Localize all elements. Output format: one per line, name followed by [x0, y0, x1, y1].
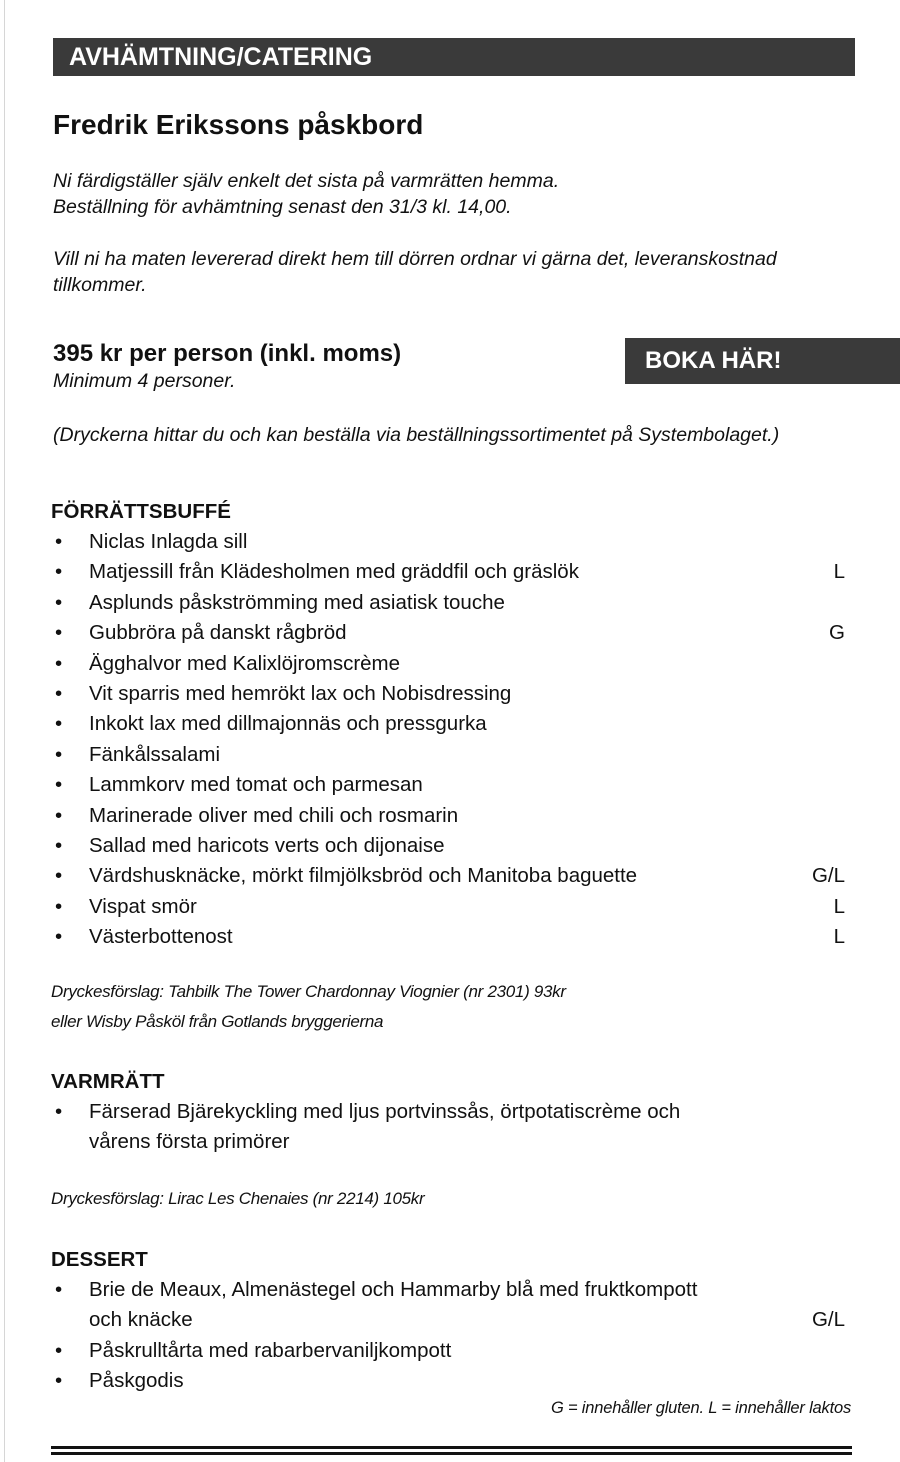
- allergen-tag: L: [833, 894, 845, 918]
- dish-name: Värdshusknäcke, mörkt filmjölksbröd och Manitoba baguette: [89, 864, 638, 888]
- dessert-list: [51, 1275, 861, 1397]
- allergen-legend: G = innehåller gluten. L = innehåller laktos: [550, 1399, 851, 1417]
- dish-name: Vit sparris med hemrökt lax och Nobisdressing: [89, 682, 512, 706]
- dish-name: Västerbottenost: [89, 925, 233, 949]
- list-item: [51, 922, 861, 952]
- bullet-icon: •: [55, 590, 63, 614]
- list-item: [51, 801, 861, 831]
- dish-name: Marinerade oliver med chili och rosmarin: [89, 803, 459, 827]
- bullet-icon: •: [55, 834, 63, 858]
- minimum-text: Minimum 4 personer.: [53, 370, 236, 392]
- footer-divider-bottom: [51, 1452, 852, 1455]
- list-item: [51, 557, 861, 587]
- drinks-note: (Dryckerna hittar du och kan beställa via beställningssortimentet på Systembolaget.): [53, 424, 780, 446]
- starters-drink-suggestion: [51, 977, 861, 1037]
- bullet-icon: •: [55, 803, 63, 827]
- list-item: [51, 709, 861, 739]
- bullet-icon: •: [55, 560, 63, 584]
- dessert-section: [51, 1245, 861, 1397]
- allergen-tag: L: [833, 925, 845, 949]
- dish-name: Gubbröra på danskt rågbröd: [89, 621, 347, 645]
- intro-text: [53, 168, 873, 298]
- allergen-tag: L: [833, 560, 845, 584]
- price-text: 395 kr per person (inkl. moms): [53, 340, 402, 367]
- intro-line-3: Vill ni ha maten levererad direkt hem till dörren ordnar vi gärna det, leveranskostnad tillkommer.: [53, 248, 777, 296]
- starters-heading: FÖRRÄTTSBUFFÉ: [51, 500, 231, 523]
- page-edge-line: [4, 0, 5, 1462]
- bullet-icon: •: [55, 864, 63, 888]
- page-title: Fredrik Erikssons påskbord: [53, 109, 424, 140]
- dish-name: Fänkålssalami: [89, 742, 221, 766]
- drink-suggestion-line-2: eller Wisby Påsköl från Gotlands bryggerierna: [51, 1012, 384, 1031]
- drink-suggestion-line-1: Dryckesförslag: Tahbilk The Tower Chardonnay Viognier (nr 2301) 93kr: [51, 982, 566, 1001]
- allergen-tag: G/L: [811, 1308, 845, 1332]
- list-item: [51, 1097, 861, 1158]
- dish-name: Ägghalvor med Kalixlöjromscrème: [89, 651, 401, 675]
- bullet-icon: •: [55, 742, 63, 766]
- starters-list: [51, 527, 861, 953]
- bullet-icon: •: [55, 682, 63, 706]
- allergen-tag: G/L: [811, 864, 845, 888]
- allergen-tag: G: [829, 621, 845, 645]
- book-button[interactable]: BOKA HÄR!: [625, 338, 900, 384]
- dish-name: Asplunds påskströmming med asiatisk touche: [89, 590, 505, 614]
- bullet-icon: •: [55, 530, 63, 553]
- bullet-icon: •: [55, 651, 63, 675]
- list-item: [51, 588, 861, 618]
- bullet-icon: •: [55, 894, 63, 918]
- bullet-icon: •: [55, 1338, 63, 1362]
- list-item: [51, 1366, 861, 1396]
- bullet-icon: •: [55, 621, 63, 645]
- main-course-section: [51, 1067, 861, 1158]
- starters-section: [51, 497, 861, 953]
- bullet-icon: •: [55, 712, 63, 736]
- section-header-bar: AVHÄMTNING/CATERING: [53, 38, 855, 76]
- dish-name-line-2: vårens första primörer: [89, 1130, 290, 1154]
- list-item: [51, 649, 861, 679]
- bullet-icon: •: [55, 1369, 63, 1393]
- dish-name: Niclas Inlagda sill: [89, 530, 248, 553]
- list-item: [51, 618, 861, 648]
- dessert-heading: DESSERT: [51, 1248, 148, 1271]
- dish-name: Påskgodis: [89, 1369, 184, 1393]
- dish-name: Matjessill från Klädesholmen med gräddfil och gräslök: [89, 560, 579, 584]
- list-item: [51, 1275, 861, 1336]
- list-item: [51, 861, 861, 891]
- list-item: [51, 527, 861, 557]
- list-item: [51, 892, 861, 922]
- dish-name-line-1: Färserad Bjärekyckling med ljus portvinssås, örtpotatiscrème och: [89, 1100, 681, 1123]
- dish-name: Lammkorv med tomat och parmesan: [89, 773, 423, 797]
- bullet-icon: •: [55, 925, 63, 949]
- dish-name-line-1: Brie de Meaux, Almenästegel och Hammarby blå med fruktkompott: [89, 1278, 698, 1301]
- dish-name: Inkokt lax med dillmajonnäs och pressgurka: [89, 712, 487, 736]
- main-course-drink-suggestion: Dryckesförslag: Lirac Les Chenaies (nr 2214) 105kr: [51, 1189, 425, 1208]
- dish-name: Påskrulltårta med rabarbervaniljkompott: [89, 1338, 452, 1362]
- intro-line-2: Beställning för avhämtning senast den 31/3 kl. 14,00.: [53, 196, 512, 218]
- dish-name: Vispat smör: [89, 894, 197, 918]
- list-item: [51, 831, 861, 861]
- footer-divider-top: [51, 1446, 852, 1449]
- main-course-heading: VARMRÄTT: [51, 1070, 165, 1093]
- dish-name: Sallad med haricots verts och dijonaise: [89, 834, 445, 858]
- intro-line-1: Ni färdigställer själv enkelt det sista på varmrätten hemma.: [53, 170, 560, 192]
- bullet-icon: •: [55, 1278, 63, 1301]
- list-item: [51, 1336, 861, 1366]
- list-item: [51, 770, 861, 800]
- list-item: [51, 679, 861, 709]
- list-item: [51, 740, 861, 770]
- main-course-list: [51, 1097, 861, 1158]
- dish-name-line-2: och knäcke: [89, 1308, 193, 1332]
- bullet-icon: •: [55, 773, 63, 797]
- bullet-icon: •: [55, 1100, 63, 1123]
